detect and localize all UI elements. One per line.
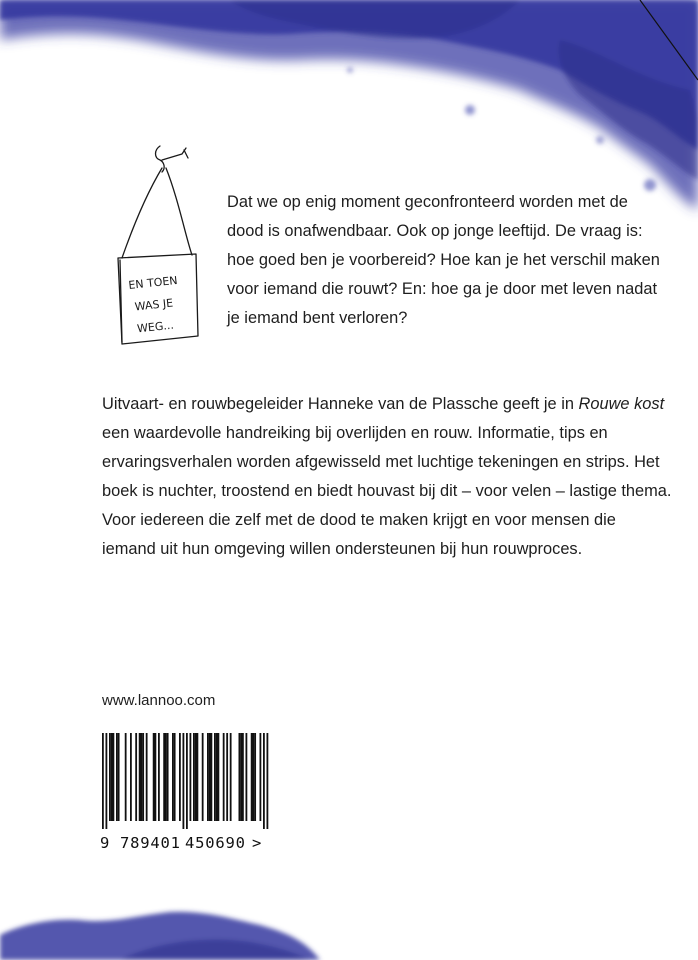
barcode-bar xyxy=(190,733,192,821)
barcode-bar xyxy=(153,733,155,821)
book-title: Rouwe kost xyxy=(578,395,665,413)
barcode-guard-bar xyxy=(183,733,185,829)
isbn-first-digit: 9 xyxy=(100,834,110,852)
sign-lettering xyxy=(100,138,210,370)
barcode-bar xyxy=(211,733,213,821)
barcode-bar xyxy=(165,733,167,821)
barcode-guard-bar xyxy=(263,733,265,829)
barcode-bar xyxy=(242,733,244,821)
barcode-bar xyxy=(193,733,195,821)
bottom-ink-wash xyxy=(0,912,320,960)
barcode-bar xyxy=(223,733,225,821)
barcode-bar xyxy=(197,733,199,821)
barcode-bar xyxy=(207,733,209,821)
barcode-bar xyxy=(155,733,157,821)
publisher-website[interactable]: www.lannoo.com xyxy=(102,692,216,709)
barcode-bar xyxy=(251,733,253,821)
isbn-left-group: 789401 xyxy=(120,834,181,852)
barcode-bar xyxy=(146,733,148,821)
barcode-bar xyxy=(230,733,232,821)
barcode-bar xyxy=(239,733,241,821)
barcode-bar xyxy=(226,733,228,821)
barcode-bar xyxy=(167,733,169,821)
barcode-bar xyxy=(253,733,255,821)
barcode-bar xyxy=(179,733,181,821)
barcode-bar xyxy=(125,733,127,821)
barcode-bar xyxy=(260,733,262,821)
barcode xyxy=(100,733,270,829)
description-paragraph xyxy=(102,390,672,564)
barcode-bar xyxy=(116,733,118,821)
intro-paragraph: Dat we op enig moment geconfronteerd worden met de dood is onafwendbaar. Ook op jonge leeftijd. De vraag is: hoe goed ben je voorbereid? Hoe kan je het verschil maken voor iemand die rouwt? En: hoe ga je door met leven nadat je iemand bent verloren? xyxy=(227,193,660,327)
barcode-bar xyxy=(163,733,165,821)
barcode-bar xyxy=(113,733,115,821)
barcode-bar xyxy=(139,733,141,821)
barcode-bar xyxy=(135,733,137,821)
barcode-bar xyxy=(130,733,132,821)
barcode-bar xyxy=(142,733,144,821)
barcode-bar xyxy=(111,733,113,821)
barcode-guard-bar xyxy=(106,733,108,829)
barcode-bar xyxy=(118,733,120,821)
barcode-bar xyxy=(240,733,242,821)
isbn-number xyxy=(100,834,270,856)
barcode-bar xyxy=(246,733,248,821)
barcode-guard-bar xyxy=(102,733,104,829)
barcode-bar xyxy=(109,733,111,821)
isbn-right-group: 450690 xyxy=(185,834,246,852)
barcode-bar xyxy=(172,733,174,821)
barcode-guard-bar xyxy=(186,733,188,829)
barcode-bar xyxy=(214,733,216,821)
description-part-1: Uitvaart- en rouwbegeleider Hanneke van de Plassche geeft je in xyxy=(102,395,579,413)
barcode-bar xyxy=(202,733,204,821)
isbn-arrow: > xyxy=(252,834,262,852)
barcode-bar xyxy=(216,733,218,821)
barcode-bar xyxy=(141,733,143,821)
description-part-2: een waardevolle handreiking bij overlijden en rouw. Informatie, tips en ervaringsverhalen worden afgewisseld met luchtige tekeningen en strips. Het boek is nuchter, troostend en biedt houvast bij dit – voor velen – lastige thema. Voor iedereen die zelf met de dood te maken krijgt en voor mensen die iemand uit hun omgeving willen ondersteunen bij hun rouwproces. xyxy=(102,424,672,558)
sign-line-3: WEG... xyxy=(136,318,175,336)
barcode-guard-bar xyxy=(267,733,269,829)
barcode-bar xyxy=(195,733,197,821)
sign-line-2: WAS JE xyxy=(134,296,174,314)
sign-line-1: EN TOEN xyxy=(127,273,179,292)
barcode-bar xyxy=(209,733,211,821)
barcode-bar xyxy=(254,733,256,821)
barcode-bar xyxy=(218,733,220,821)
barcode-bar xyxy=(174,733,176,821)
barcode-bar xyxy=(158,733,160,821)
hanging-sign-illustration xyxy=(100,138,210,370)
